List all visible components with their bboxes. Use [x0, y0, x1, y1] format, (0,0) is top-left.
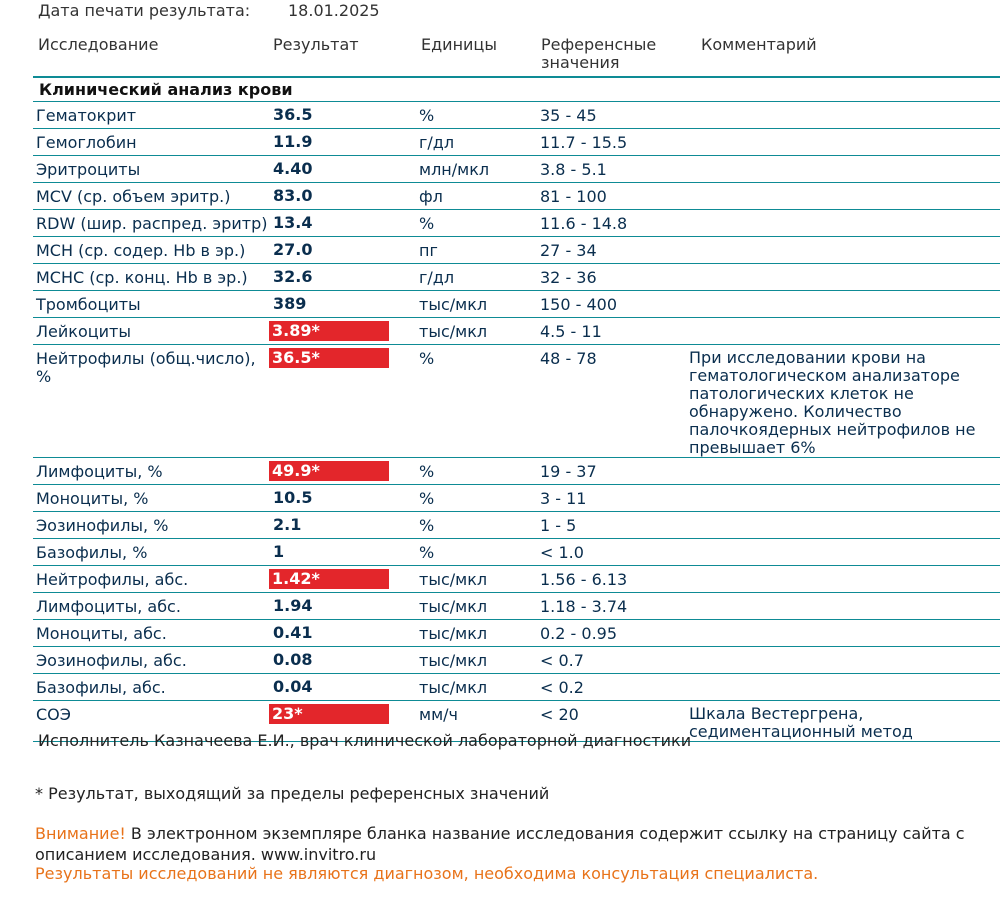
row-result: 3.89* [269, 321, 389, 341]
row-reference: 32 - 36 [540, 268, 597, 287]
row-result: 1.42* [269, 569, 389, 589]
table-row [33, 264, 1000, 291]
table-row [33, 237, 1000, 264]
row-name: Лейкоциты [36, 322, 131, 341]
row-name: Базофилы, % [36, 543, 148, 562]
row-result: 32.6 [273, 267, 313, 286]
print-date [38, 0, 380, 22]
row-name: Эозинофилы, % [36, 516, 169, 535]
row-unit: тыс/мкл [419, 570, 488, 589]
row-name: СОЭ [36, 705, 71, 724]
row-name: Эритроциты [36, 160, 141, 179]
table-row [33, 156, 1000, 183]
row-reference: 3 - 11 [540, 489, 587, 508]
table-row [33, 183, 1000, 210]
print-date-label: Дата печати результата: [38, 1, 251, 20]
table-row [33, 129, 1000, 156]
row-reference: 0.2 - 0.95 [540, 624, 618, 643]
section-title: Клинический анализ крови [39, 80, 293, 99]
table-row [33, 318, 1000, 345]
row-reference: 35 - 45 [540, 106, 597, 125]
performer: Исполнитель Казначеева Е.И., врач клинической лабораторной диагностики [38, 731, 692, 750]
row-unit: млн/мкл [419, 160, 490, 179]
row-result: 23* [269, 704, 389, 724]
table-row [33, 539, 1000, 566]
row-name: MCHC (ср. конц. Hb в эр.) [36, 268, 248, 287]
row-unit: тыс/мкл [419, 322, 488, 341]
results-table [0, 78, 1000, 742]
row-result: 36.5 [273, 105, 313, 124]
row-unit: % [419, 106, 435, 125]
row-reference: 19 - 37 [540, 462, 597, 481]
row-name: Гематокрит [36, 106, 137, 125]
row-comment: Шкала Вестергрена, седиментационный метод [689, 704, 913, 741]
table-row [33, 566, 1000, 593]
row-result: 4.40 [273, 159, 313, 178]
row-reference: 27 - 34 [540, 241, 597, 260]
row-unit: % [419, 214, 435, 233]
row-result: 0.04 [273, 677, 313, 696]
row-reference: 3.8 - 5.1 [540, 160, 607, 179]
row-unit: г/дл [419, 268, 455, 287]
table-row [33, 512, 1000, 539]
row-result: 1 [273, 542, 285, 561]
header-reference: Референсные значения [541, 35, 657, 72]
row-unit: пг [419, 241, 438, 260]
row-result: 0.08 [273, 650, 313, 669]
row-name: RDW (шир. распред. эритр) [36, 214, 268, 233]
row-unit: мм/ч [419, 705, 458, 724]
row-result: 10.5 [273, 488, 313, 507]
table-row [33, 458, 1000, 485]
row-result: 13.4 [273, 213, 313, 232]
row-result: 2.1 [273, 515, 302, 534]
row-name: Лимфоциты, абс. [36, 597, 181, 616]
row-unit: % [419, 516, 435, 535]
row-unit: тыс/мкл [419, 678, 488, 697]
row-reference: 81 - 100 [540, 187, 607, 206]
table-row [33, 345, 1000, 458]
header-result: Результат [273, 35, 359, 54]
table-row [33, 647, 1000, 674]
row-unit: % [419, 462, 435, 481]
row-reference: < 20 [540, 705, 579, 724]
row-unit: тыс/мкл [419, 295, 488, 314]
row-result: 0.41 [273, 623, 313, 642]
row-name: Моноциты, абс. [36, 624, 167, 643]
warning-label: Внимание! [35, 824, 126, 843]
row-result: 36.5* [269, 348, 389, 368]
row-name: MCH (ср. содер. Hb в эр.) [36, 241, 246, 260]
row-reference: 48 - 78 [540, 349, 597, 368]
row-name: Гемоглобин [36, 133, 137, 152]
row-reference: < 0.7 [540, 651, 584, 670]
table-row [33, 210, 1000, 237]
row-result: 27.0 [273, 240, 313, 259]
table-row [33, 620, 1000, 647]
row-reference: 11.6 - 14.8 [540, 214, 628, 233]
row-result: 389 [273, 294, 307, 313]
row-unit: % [419, 543, 435, 562]
row-name: Нейтрофилы, абс. [36, 570, 189, 589]
table-row [33, 674, 1000, 701]
table-row [33, 485, 1000, 512]
row-comment: При исследовании крови на гематологическом анализаторе патологических клеток не обнаружено. Количество палочкоядерных нейтрофилов не превышает 6% [689, 348, 976, 457]
row-result: 49.9* [269, 461, 389, 481]
row-unit: тыс/мкл [419, 651, 488, 670]
section-row [33, 78, 1000, 102]
row-reference: < 1.0 [540, 543, 584, 562]
row-name: Базофилы, абс. [36, 678, 166, 697]
header-comment: Комментарий [701, 35, 817, 54]
row-unit: % [419, 489, 435, 508]
table-row [33, 291, 1000, 318]
row-reference: 4.5 - 11 [540, 322, 602, 341]
row-reference: 11.7 - 15.5 [540, 133, 628, 152]
row-unit: % [419, 349, 435, 368]
row-reference: 1.56 - 6.13 [540, 570, 628, 589]
row-name: MCV (ср. объем эритр.) [36, 187, 231, 206]
row-name: Эозинофилы, абс. [36, 651, 187, 670]
row-result: 83.0 [273, 186, 313, 205]
row-unit: тыс/мкл [419, 624, 488, 643]
row-reference: 1 - 5 [540, 516, 577, 535]
row-unit: тыс/мкл [419, 597, 488, 616]
row-result: 1.94 [273, 596, 313, 615]
print-date-value: 18.01.2025 [288, 1, 380, 20]
header-units: Единицы [421, 35, 497, 54]
row-reference: 150 - 400 [540, 295, 618, 314]
row-name: Нейтрофилы (общ.число), % [36, 349, 256, 386]
footnote: * Результат, выходящий за пределы референсных значений [35, 784, 550, 803]
table-row [33, 102, 1000, 129]
row-reference: 1.18 - 3.74 [540, 597, 628, 616]
row-result: 11.9 [273, 132, 313, 151]
row-unit: г/дл [419, 133, 455, 152]
row-name: Лимфоциты, % [36, 462, 163, 481]
warning-note [35, 823, 1000, 865]
row-name: Моноциты, % [36, 489, 149, 508]
row-name: Тромбоциты [36, 295, 141, 314]
row-unit: фл [419, 187, 443, 206]
disclaimer: Результаты исследований не являются диагнозом, необходима консультация специалиста. [35, 864, 819, 883]
row-reference: < 0.2 [540, 678, 584, 697]
table-row [33, 593, 1000, 620]
header-study: Исследование [38, 35, 159, 54]
warning-text: В электронном экземпляре бланка название исследования содержит ссылку на страницу сайта с описанием исследования. www.invitro.ru [35, 824, 965, 864]
